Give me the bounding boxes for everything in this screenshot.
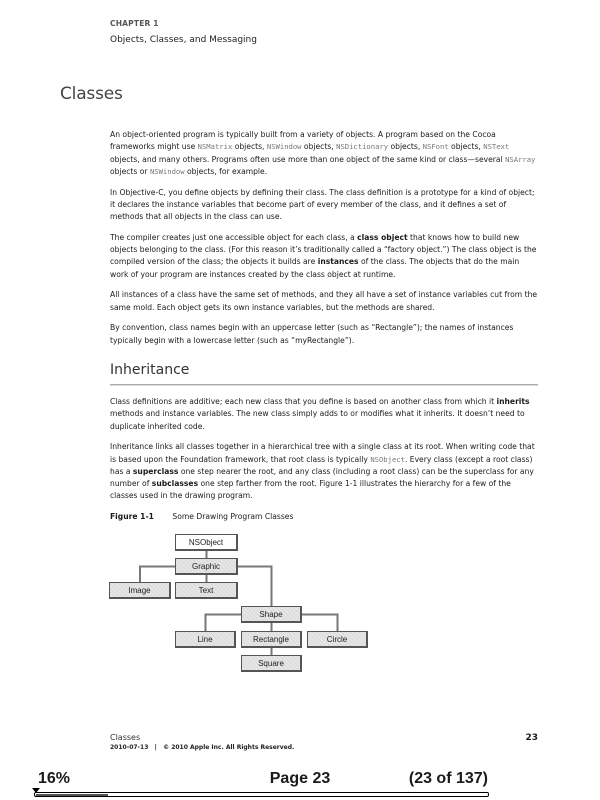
text-run: An object-oriented program is typically built from a variety of objects. A program based on the Cocoa frameworks might use	[110, 130, 496, 152]
subsection-title: Inheritance	[110, 362, 190, 378]
text-run: All instances of a class have the same set of methods, and they all have a set of instance variables cut from the same mold. Each object gets its own instance variables, but the methods are shared.	[110, 290, 538, 312]
current-page-label: Page 23	[269, 770, 331, 787]
text-run: objects, and many others. Programs often use more than one object of the same kind or class—several	[110, 154, 506, 164]
node-shape: Shape	[241, 606, 302, 623]
progress-percent: 16%	[38, 770, 71, 787]
text-run: . Every class (except a root class) has a	[110, 454, 533, 476]
chapter-title: Objects, Classes, and Messaging	[110, 35, 257, 45]
code-term: NSFont	[422, 142, 449, 152]
figure-caption	[110, 512, 293, 521]
bold-term: instances	[317, 257, 359, 267]
node-line: Line	[175, 631, 236, 648]
paragraph	[110, 289, 538, 314]
paragraph	[110, 322, 538, 347]
section-title: Classes	[60, 84, 123, 104]
bold-term: subclasses	[151, 479, 199, 489]
text-run: Class definitions are additive; each new class that you define is based on another class from which it	[110, 397, 497, 406]
text-run: objects, for example.	[184, 166, 268, 176]
figure-number: Figure 1-1	[110, 512, 154, 521]
text-run: By convention, class names begin with an uppercase letter (such as “Rectangle”); the names of instances typically begin with a lowercase letter (such as “myRectangle”).	[110, 323, 514, 345]
subsection-divider	[110, 384, 538, 386]
reading-progress-bar[interactable]	[34, 792, 489, 797]
text-run: of the class. The objects that do the main work of your program are instances created by the class object at runtime.	[110, 257, 520, 279]
code-term: NSArray	[505, 154, 536, 164]
node-text: Text	[175, 582, 238, 599]
figure-caption-text: Some Drawing Program Classes	[172, 512, 294, 521]
text-run: objects,	[448, 142, 484, 152]
node-nsobject: NSObject	[175, 534, 238, 551]
footer-copyright: 2010-07-13 | © 2010 Apple Inc. All Rights Reserved.	[110, 744, 295, 751]
chapter-label: CHAPTER 1	[110, 19, 159, 28]
code-term: NSDictionary	[336, 142, 389, 152]
text-run: The compiler creates just one accessible object for each class, a	[110, 232, 358, 242]
page-count-label: (23 of 137)	[408, 770, 488, 787]
text-run: Inheritance links all classes together in a hierarchical tree with a single class at its root. When writing code that is based upon the Foundation framework, that root class is typically	[110, 442, 535, 464]
paragraph	[110, 129, 538, 178]
node-image: Image	[109, 582, 171, 599]
footer-section-name: Classes	[110, 733, 141, 742]
node-square: Square	[241, 655, 302, 672]
inheritance-body	[110, 396, 538, 511]
text-run: objects or	[110, 166, 150, 176]
text-run: In Objective-C, you define objects by defining their class. The class definition is a prototype for a kind of object; it declares the instance variables that become part of every member of the class, and it defines a set of methods that all objects in the class can use.	[110, 187, 535, 222]
code-term: NSText	[483, 142, 510, 152]
connector-shape-line	[206, 615, 242, 632]
paragraph	[110, 187, 538, 224]
text-run: objects,	[388, 142, 423, 152]
connector-shape-circle	[302, 615, 338, 632]
text-run: that knows how to build new objects belonging to the class. (For this reason it’s traditionally called a “factory object.”) The class object is the compiled version of the class; the objects it builds are	[110, 232, 537, 267]
code-term: NSWindow	[149, 166, 185, 176]
page-footer	[110, 733, 538, 751]
paragraph	[110, 441, 538, 502]
node-circle: Circle	[307, 631, 368, 648]
reader-status-bar	[0, 768, 600, 800]
reading-progress-fill	[36, 794, 108, 796]
bold-term: superclass	[132, 466, 179, 476]
text-run: methods and instance variables. The new class simply adds to or modifies what it inherits. It doesn’t need to duplicate inherited code.	[110, 409, 525, 431]
paragraph	[110, 232, 538, 281]
code-term: NSWindow	[266, 142, 302, 152]
running-header	[110, 19, 257, 45]
text-run: objects,	[301, 142, 337, 152]
connector-graphic-shape	[238, 567, 272, 607]
node-graphic: Graphic	[175, 558, 238, 575]
code-term: NSObject	[370, 454, 405, 464]
bold-term: inherits	[496, 397, 530, 406]
classes-body	[110, 129, 538, 355]
connector-graphic-image	[140, 567, 175, 583]
bold-term: class object	[357, 232, 408, 242]
footer-page-number: 23	[525, 733, 538, 743]
text-run: one step farther from the root. Figure 1-1 illustrates the hierarchy for a few of the classes used in the drawing program.	[110, 479, 511, 501]
node-rectangle: Rectangle	[241, 631, 302, 648]
code-term: NSMatrix	[197, 142, 233, 152]
paragraph	[110, 396, 538, 433]
text-run: one step nearer the root, and any class (including a root class) can be the superclass for any number of	[110, 466, 534, 489]
text-run: objects,	[232, 142, 267, 152]
